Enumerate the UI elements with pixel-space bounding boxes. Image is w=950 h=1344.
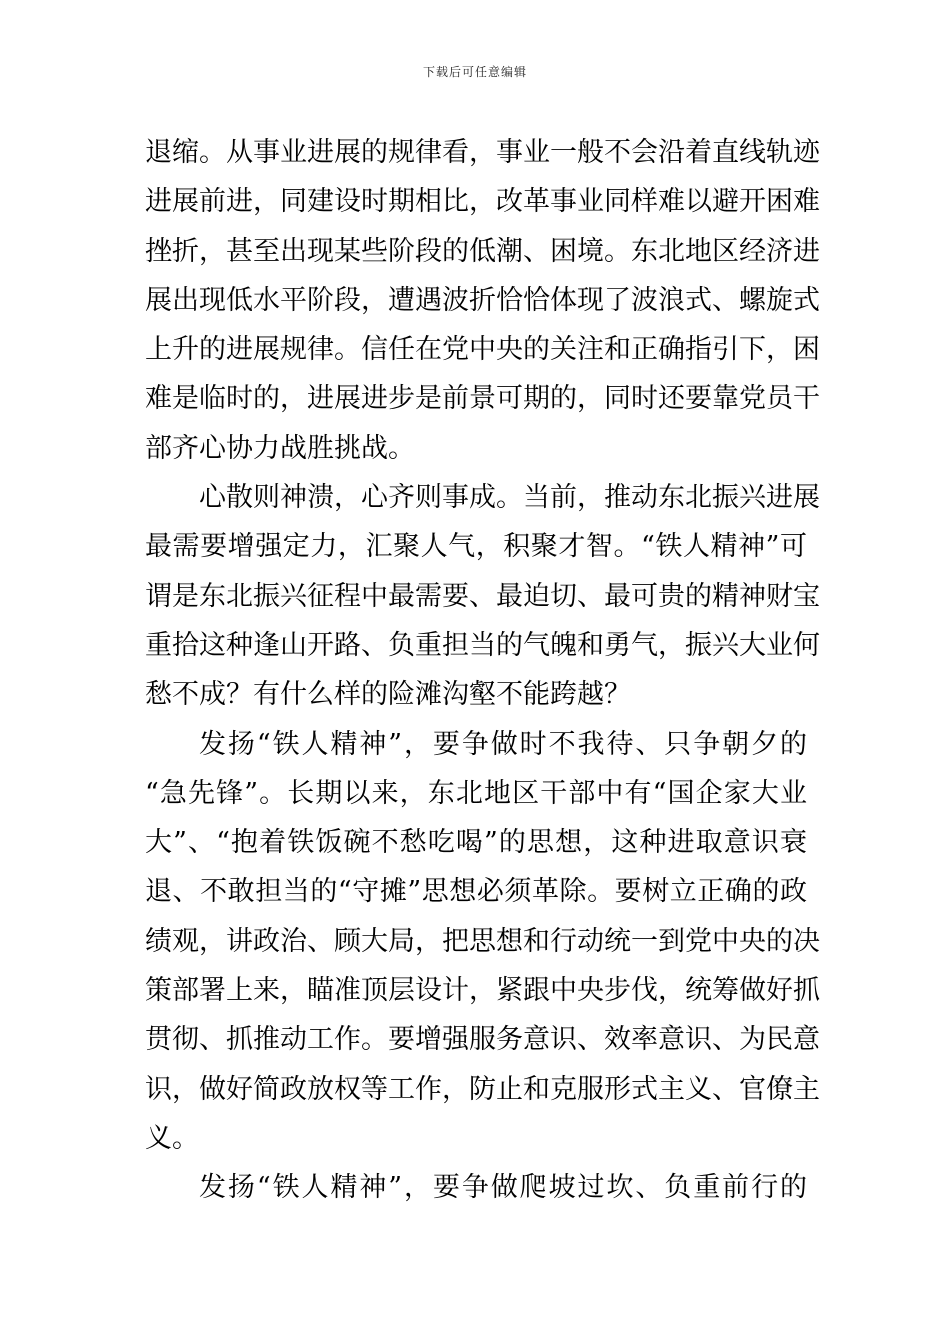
text-line: 策部署上来，瞄准顶层设计，紧跟中央步伐，统筹做好抓 bbox=[145, 975, 820, 1007]
text-line: 展出现低水平阶段，遭遇波折恰恰体现了波浪式、螺旋式 bbox=[145, 284, 820, 316]
text-line: 发扬“铁人精神”，要争做时不我待、只争朝夕的 bbox=[199, 728, 807, 760]
text-line: 愁不成？有什么样的险滩沟壑不能跨越？ bbox=[145, 679, 631, 711]
text-line: 心散则神溃，心齐则事成。当前，推动东北振兴进展 bbox=[199, 482, 820, 514]
text-line: 发扬“铁人精神”，要争做爬坡过坎、负重前行的 bbox=[199, 1172, 807, 1204]
body-text bbox=[145, 128, 820, 1213]
text-line: 挫折，甚至出现某些阶段的低潮、困境。东北地区经济进 bbox=[145, 235, 820, 267]
page-header: 下载后可任意编辑 bbox=[422, 65, 527, 79]
text-line: 退、不敢担当的“守摊”思想必须革除。要树立正确的政 bbox=[145, 876, 807, 908]
text-line: 部齐心协力战胜挑战。 bbox=[145, 432, 415, 464]
text-line: 进展前进，同建设时期相比，改革事业同样难以避开困难 bbox=[145, 186, 820, 218]
text-line: 重拾这种逢山开路、负重担当的气魄和勇气，振兴大业何 bbox=[145, 629, 820, 661]
text-line: 难是临时的，进展进步是前景可期的，同时还要靠党员干 bbox=[145, 383, 820, 415]
text-line: 上升的进展规律。信任在党中央的关注和正确指引下，困 bbox=[145, 334, 820, 366]
text-line: 义。 bbox=[145, 1122, 199, 1154]
text-line: 大”、“抱着铁饭碗不愁吃喝”的思想，这种进取意识衰 bbox=[145, 827, 807, 859]
text-line: 最需要增强定力，汇聚人气，积聚才智。“铁人精神”可 bbox=[145, 531, 807, 563]
text-line: 退缩。从事业进展的规律看，事业一般不会沿着直线轨迹 bbox=[145, 137, 820, 168]
text-line: 谓是东北振兴征程中最需要、最迫切、最可贵的精神财宝 bbox=[145, 580, 820, 612]
text-line: 绩观，讲政治、顾大局，把思想和行动统一到党中央的决 bbox=[145, 925, 820, 957]
text-line: “急先锋”。长期以来，东北地区干部中有“国企家大业 bbox=[145, 777, 807, 809]
text-line: 识，做好简政放权等工作，防止和克服形式主义、官僚主 bbox=[145, 1073, 820, 1105]
text-line: 贯彻、抓推动工作。要增强服务意识、效率意识、为民意 bbox=[145, 1024, 820, 1056]
